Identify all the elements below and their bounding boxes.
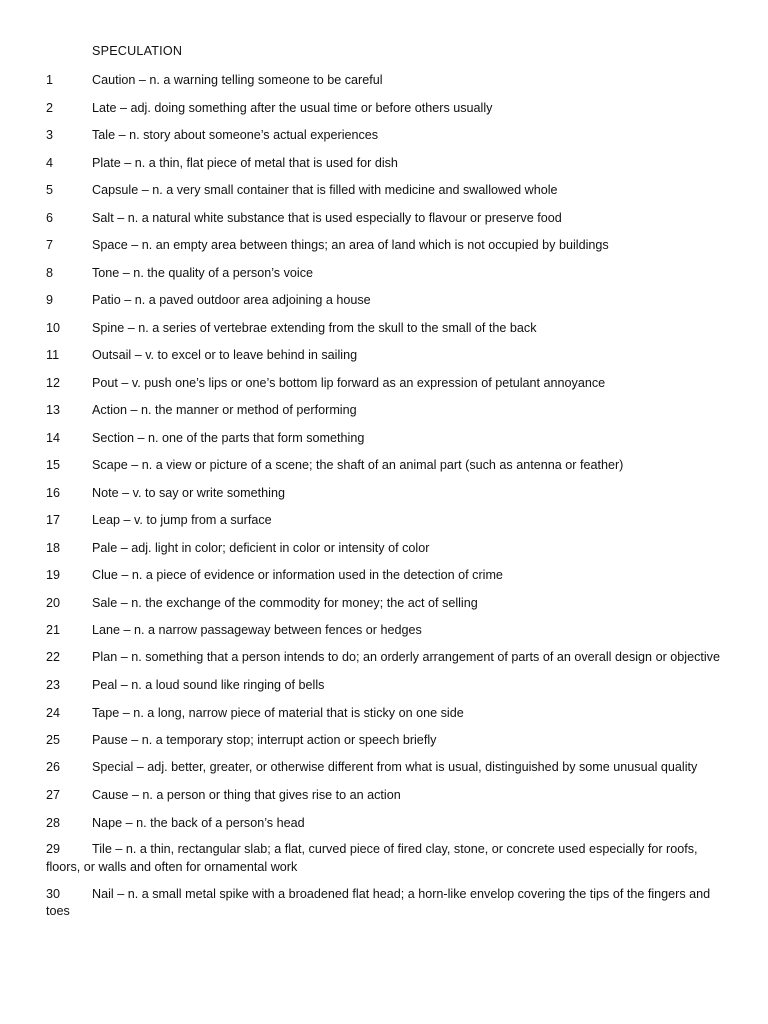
list-item xyxy=(46,126,726,144)
entry-number: 7 xyxy=(46,238,54,252)
entry-number: 18 xyxy=(46,540,61,555)
list-item xyxy=(46,594,726,612)
list-item xyxy=(46,814,726,832)
list-item xyxy=(46,181,726,199)
list-item xyxy=(46,319,726,337)
list-item xyxy=(46,346,726,364)
list-item xyxy=(46,236,726,254)
entry-definition: Tile – n. a thin, rectangular slab; a flat, curved piece of fired clay, stone, or concrete used especially for roofs, floors, or walls and often for ornamental work xyxy=(46,842,698,874)
entry-number: 15 xyxy=(46,458,61,472)
entry-definition: Spine – n. a series of vertebrae extending from the skull to the small of the back xyxy=(92,320,537,335)
entry-number: 14 xyxy=(46,430,61,445)
entry-definition: Special – adj. better, greater, or otherwise different from what is usual, distinguished by some unusual quality xyxy=(92,759,698,774)
entry-definition: Plate – n. a thin, flat piece of metal that is used for dish xyxy=(92,155,398,170)
list-item xyxy=(46,264,726,282)
list-item xyxy=(46,71,726,89)
entry-definition: Space – n. an empty area between things; an area of land which is not occupied by buildings xyxy=(92,238,609,252)
entry-number: 8 xyxy=(46,265,54,280)
entry-number: 23 xyxy=(46,678,61,692)
list-item xyxy=(46,786,726,804)
entry-definition: Scape – n. a view or picture of a scene; the shaft of an animal part (such as antenna or feather) xyxy=(92,458,624,472)
list-item xyxy=(46,401,726,419)
entry-number: 5 xyxy=(46,183,54,197)
list-item xyxy=(46,511,726,529)
entry-number: 10 xyxy=(46,320,61,335)
entry-definition: Note – v. to say or write something xyxy=(92,485,285,500)
entry-definition: Pout – v. push one’s lips or one’s bottom lip forward as an expression of petulant annoyance xyxy=(92,375,606,390)
entry-number: 27 xyxy=(46,788,61,802)
entry-number: 11 xyxy=(46,348,60,362)
entry-number: 17 xyxy=(46,513,61,527)
entry-number: 30 xyxy=(46,886,61,901)
entry-number: 28 xyxy=(46,815,61,830)
entry-definition: Caution – n. a warning telling someone to be careful xyxy=(92,73,383,87)
list-item xyxy=(46,841,726,876)
list-item xyxy=(46,374,726,392)
entry-definition: Late – adj. doing something after the usual time or before others usually xyxy=(92,100,493,115)
entry-definition: Nape – n. the back of a person’s head xyxy=(92,815,305,830)
entry-number: 25 xyxy=(46,733,61,747)
entry-definition: Clue – n. a piece of evidence or information used in the detection of crime xyxy=(92,568,503,582)
entry-number: 13 xyxy=(46,403,61,417)
entry-definition: Section – n. one of the parts that form something xyxy=(92,430,365,445)
entry-definition: Action – n. the manner or method of performing xyxy=(92,403,357,417)
entry-definition: Pause – n. a temporary stop; interrupt action or speech briefly xyxy=(92,733,437,747)
list-item xyxy=(46,731,726,749)
list-item xyxy=(46,886,726,921)
entry-number: 6 xyxy=(46,210,54,225)
vocabulary-list xyxy=(46,71,726,930)
list-item xyxy=(46,759,726,777)
list-item xyxy=(46,649,726,667)
entry-definition: Peal – n. a loud sound like ringing of bells xyxy=(92,678,325,692)
entry-number: 22 xyxy=(46,649,61,664)
entry-definition: Tone – n. the quality of a person’s voice xyxy=(92,265,313,280)
entry-definition: Salt – n. a natural white substance that is used especially to flavour or preserve food xyxy=(92,210,562,225)
list-item xyxy=(46,291,726,309)
list-item xyxy=(46,621,726,639)
entry-definition: Nail – n. a small metal spike with a broadened flat head; a horn-like envelop covering the tips of the fingers and toes xyxy=(46,886,711,918)
entry-number: 12 xyxy=(46,375,61,390)
entry-definition: Sale – n. the exchange of the commodity for money; the act of selling xyxy=(92,595,478,610)
entry-number: 9 xyxy=(46,293,54,307)
list-item xyxy=(46,456,726,474)
entry-definition: Cause – n. a person or thing that gives rise to an action xyxy=(92,788,401,802)
entry-definition: Tale – n. story about someone’s actual experiences xyxy=(92,128,379,142)
list-item xyxy=(46,704,726,722)
entry-number: 3 xyxy=(46,128,54,142)
document-title: SPECULATION xyxy=(92,44,183,58)
entry-definition: Pale – adj. light in color; deficient in color or intensity of color xyxy=(92,540,430,555)
list-item xyxy=(46,99,726,117)
entry-definition: Capsule – n. a very small container that is filled with medicine and swallowed whole xyxy=(92,183,558,197)
entry-number: 20 xyxy=(46,595,61,610)
list-item xyxy=(46,429,726,447)
entry-definition: Leap – v. to jump from a surface xyxy=(92,513,272,527)
entry-number: 2 xyxy=(46,100,54,115)
entry-number: 21 xyxy=(46,623,61,637)
list-item xyxy=(46,566,726,584)
entry-number: 29 xyxy=(46,842,61,856)
entry-number: 24 xyxy=(46,705,61,720)
entry-number: 19 xyxy=(46,568,61,582)
entry-definition: Plan – n. something that a person intends to do; an orderly arrangement of parts of an overall design or objective xyxy=(92,649,720,664)
entry-number: 26 xyxy=(46,759,61,774)
entry-definition: Tape – n. a long, narrow piece of material that is sticky on one side xyxy=(92,705,464,720)
list-item xyxy=(46,209,726,227)
entry-definition: Outsail – v. to excel or to leave behind in sailing xyxy=(92,348,358,362)
list-item xyxy=(46,676,726,694)
entry-definition: Patio – n. a paved outdoor area adjoining a house xyxy=(92,293,371,307)
entry-number: 16 xyxy=(46,485,61,500)
list-item xyxy=(46,154,726,172)
list-item xyxy=(46,539,726,557)
entry-definition: Lane – n. a narrow passageway between fences or hedges xyxy=(92,623,422,637)
entry-number: 1 xyxy=(46,73,54,87)
list-item xyxy=(46,484,726,502)
entry-number: 4 xyxy=(46,155,54,170)
